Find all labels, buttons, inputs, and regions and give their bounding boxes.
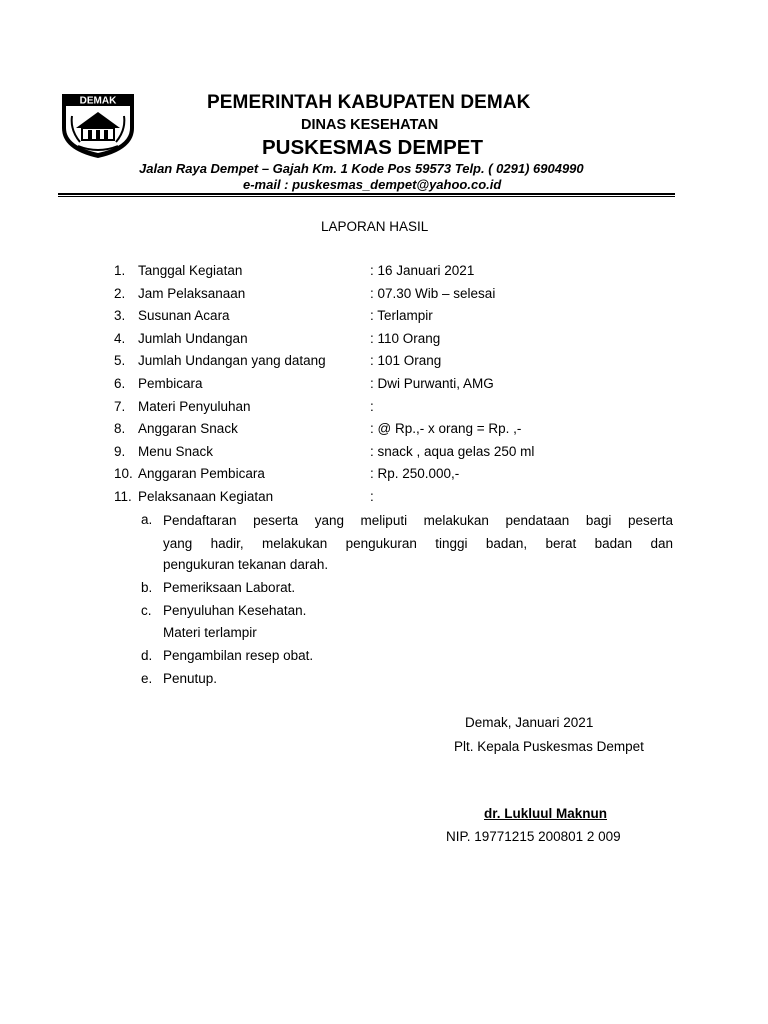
sub-item-letter: e. bbox=[141, 671, 153, 686]
signature-position: Plt. Kepala Puskesmas Dempet bbox=[454, 739, 644, 754]
item-label: Jam Pelaksanaan bbox=[138, 286, 246, 301]
item-label: Menu Snack bbox=[138, 444, 214, 459]
item-label: Pembicara bbox=[138, 376, 203, 391]
item-number: 8. bbox=[114, 421, 126, 436]
item-value: : bbox=[370, 489, 374, 504]
header-divider-thick bbox=[58, 193, 675, 195]
item-value: : snack , aqua gelas 250 ml bbox=[370, 444, 535, 459]
sub-item-letter: b. bbox=[141, 580, 153, 595]
item-number: 5. bbox=[114, 353, 126, 368]
item-label: Anggaran Pembicara bbox=[138, 466, 265, 481]
item-value: : 101 Orang bbox=[370, 353, 442, 368]
sub-item-letter: c. bbox=[141, 603, 152, 618]
sub-item-a-line1: Pendaftaran peserta yang meliputi melakukan pendataan bagi peserta bbox=[163, 513, 673, 528]
header-divider-thin bbox=[58, 196, 675, 197]
sub-item-letter: a. bbox=[141, 512, 153, 527]
item-label: Susunan Acara bbox=[138, 308, 230, 323]
item-value: : 110 Orang bbox=[370, 331, 441, 346]
sub-item-text: Pengambilan resep obat. bbox=[163, 648, 314, 663]
item-value: : Rp. 250.000,- bbox=[370, 466, 460, 481]
department-heading: DINAS KESEHATAN bbox=[301, 117, 439, 133]
sub-item-c-line2: Materi terlampir bbox=[163, 625, 257, 640]
address-line: Jalan Raya Dempet – Gajah Km. 1 Kode Pos 59573 Telp. ( 0291) 6904990 bbox=[139, 161, 584, 176]
item-value: : Terlampir bbox=[370, 308, 433, 323]
item-number: 7. bbox=[114, 399, 126, 414]
item-label: Pelaksanaan Kegiatan bbox=[138, 489, 274, 504]
item-number: 1. bbox=[114, 263, 126, 278]
item-label: Anggaran Snack bbox=[138, 421, 238, 436]
sub-item-a-line2: yang hadir, melakukan pengukuran tinggi badan, berat badan dan bbox=[163, 536, 673, 551]
item-number: 9. bbox=[114, 444, 126, 459]
item-label: Jumlah Undangan yang datang bbox=[138, 353, 326, 368]
item-label: Materi Penyuluhan bbox=[138, 399, 251, 414]
sub-item-text: Pemeriksaan Laborat. bbox=[163, 580, 296, 595]
signatory-nip: NIP. 19771215 200801 2 009 bbox=[446, 829, 621, 844]
demak-crest-logo bbox=[58, 90, 138, 160]
item-number: 6. bbox=[114, 376, 126, 391]
item-number: 4. bbox=[114, 331, 126, 346]
item-value: : 16 Januari 2021 bbox=[370, 263, 475, 278]
signature-place-date: Demak, Januari 2021 bbox=[465, 715, 594, 730]
logo-text: DEMAK bbox=[79, 95, 117, 107]
item-number: 2. bbox=[114, 286, 126, 301]
sub-item-letter: d. bbox=[141, 648, 153, 663]
institution-heading: PUSKESMAS DEMPET bbox=[262, 136, 483, 159]
item-number: 11. bbox=[114, 489, 132, 504]
government-heading: PEMERINTAH KABUPATEN DEMAK bbox=[207, 92, 531, 113]
email-line: e-mail : puskesmas_dempet@yahoo.co.id bbox=[243, 177, 502, 192]
signatory-name: dr. Lukluul Maknun bbox=[484, 806, 608, 821]
report-title: LAPORAN HASIL bbox=[321, 219, 429, 234]
item-value: : 07.30 Wib – selesai bbox=[370, 286, 496, 301]
item-number: 10. bbox=[114, 466, 133, 481]
item-value: : Dwi Purwanti, AMG bbox=[370, 376, 494, 391]
item-number: 3. bbox=[114, 308, 126, 323]
sub-item-a-line3: pengukuran tekanan darah. bbox=[163, 557, 329, 572]
item-label: Tanggal Kegiatan bbox=[138, 263, 243, 278]
sub-item-text: Penyuluhan Kesehatan. bbox=[163, 603, 307, 618]
item-value: : @ Rp.,- x orang = Rp. ,- bbox=[370, 421, 522, 436]
sub-item-text: Penutup. bbox=[163, 671, 218, 686]
item-value: : bbox=[370, 399, 374, 414]
item-label: Jumlah Undangan bbox=[138, 331, 248, 346]
